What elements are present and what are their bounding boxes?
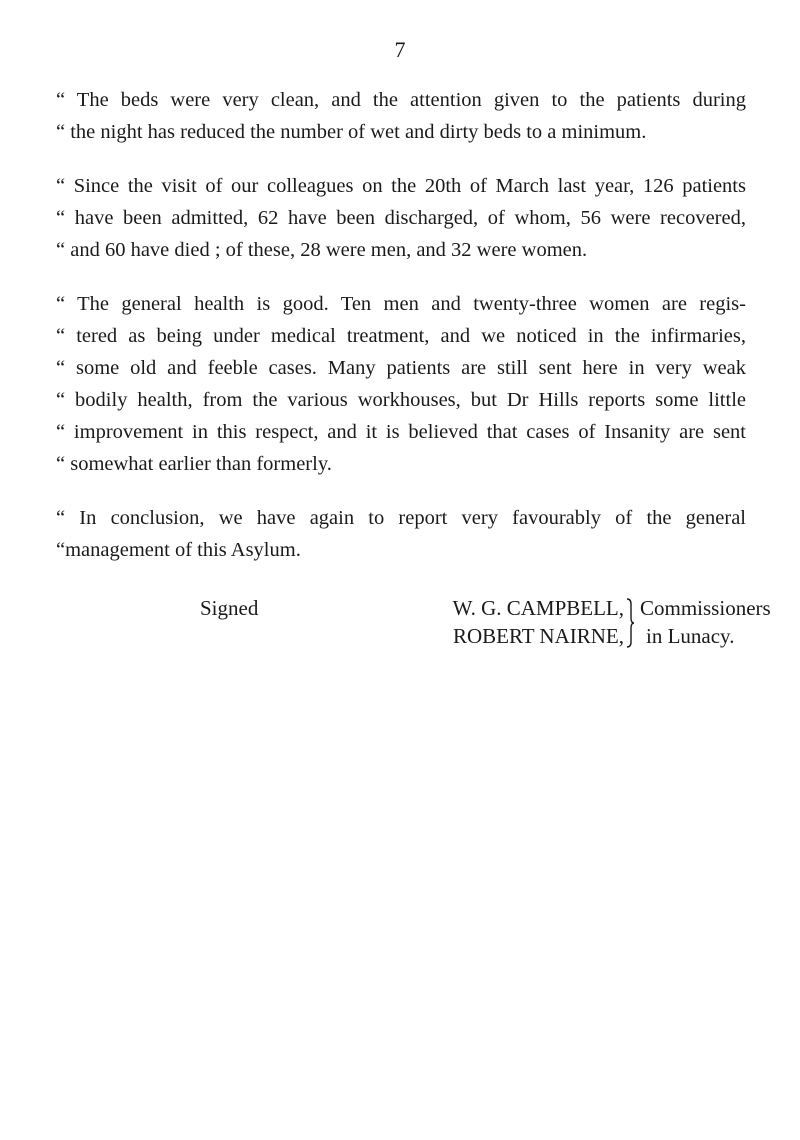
signatory-names xyxy=(372,594,624,650)
text-line: “ tered as being under medical treatment, and we noticed in the infirmaries, xyxy=(56,325,746,347)
paragraph-2 xyxy=(56,170,746,266)
text-line: “ In conclusion, we have again to report very favourably of the general xyxy=(56,507,746,529)
paragraph-3 xyxy=(56,288,746,480)
role-line: Commissioners xyxy=(640,596,771,620)
text-line: “ The beds were very clean, and the attention given to the patients during xyxy=(56,89,746,111)
text-line: “management of this Asylum. xyxy=(56,539,301,561)
brace-icon xyxy=(625,598,635,648)
text-line: “ The general health is good. Ten men and twenty-three women are regis- xyxy=(56,293,746,315)
text-line: “ bodily health, from the various workhouses, but Dr Hills reports some little xyxy=(56,389,746,411)
signatory-name: W. G. CAMPBELL, xyxy=(452,596,624,620)
paragraph-4 xyxy=(56,502,746,566)
text-line: “ and 60 have died ; of these, 28 were men, and 32 were women. xyxy=(56,239,588,261)
text-line: “ Since the visit of our colleagues on the 20th of March last year, 126 patients xyxy=(56,175,746,197)
text-line: “ the night has reduced the number of wet and dirty beds to a minimum. xyxy=(56,121,647,143)
signature-block xyxy=(0,594,800,664)
signatory-role xyxy=(640,594,771,650)
text-line: “ improvement in this respect, and it is believed that cases of Insanity are sent xyxy=(56,421,746,443)
role-line: in Lunacy. xyxy=(646,624,735,648)
text-line: “ have been admitted, 62 have been discharged, of whom, 56 were recovered, xyxy=(56,207,746,229)
page-number: 7 xyxy=(394,37,406,62)
text-line: “ somewhat earlier than formerly. xyxy=(56,453,332,475)
text-line: “ some old and feeble cases. Many patients are still sent here in very weak xyxy=(56,357,746,379)
letter-body xyxy=(56,84,746,588)
signed-label: Signed xyxy=(200,596,259,620)
paragraph-1 xyxy=(56,84,746,148)
signatory-name: ROBERT NAIRNE, xyxy=(452,624,624,648)
